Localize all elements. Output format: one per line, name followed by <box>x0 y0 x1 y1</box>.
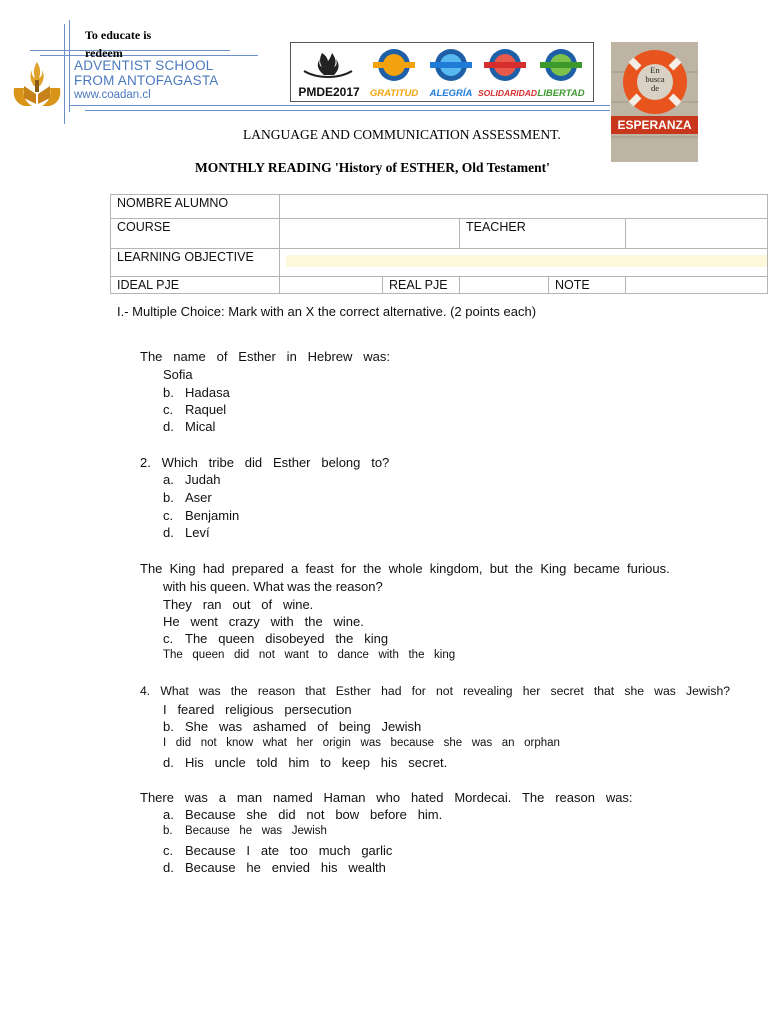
option-letter: a. <box>163 807 174 822</box>
option-text: Because I ate too much garlic <box>185 843 393 858</box>
option-letter: d. <box>163 525 174 540</box>
gratitud-label: GRATITUD <box>369 88 419 99</box>
solidaridad-badge-icon <box>478 47 538 99</box>
option-text: Because he was Jewish <box>185 825 327 837</box>
teacher-label: TEACHER <box>460 219 626 249</box>
question-3-continued: with his queen. What was the reason? <box>163 579 383 594</box>
question-2-option-b[interactable] <box>163 490 212 505</box>
student-info-table <box>110 194 768 294</box>
option-text: She was ashamed of being Jewish <box>185 719 422 734</box>
section-instruction: I.- Multiple Choice: Mark with an X the correct alternative. (2 points each) <box>117 304 537 319</box>
question-3-option-a[interactable] <box>163 597 313 612</box>
question-1-option-b[interactable] <box>163 385 230 400</box>
course-label: COURSE <box>111 219 280 249</box>
learning-objective-label: LEARNING OBJECTIVE <box>111 249 280 277</box>
option-text: I did not know what her origin was because she was an orphan <box>163 737 560 749</box>
question-2: 2. Which tribe did Esther belong to? <box>140 455 390 470</box>
option-letter: c. <box>163 402 174 417</box>
option-text: Benjamin <box>185 508 240 523</box>
book-cover-image <box>611 42 698 162</box>
question-4-option-b[interactable] <box>163 719 421 734</box>
ideal-score-field[interactable] <box>280 277 383 294</box>
gratitud-badge-icon <box>367 47 421 99</box>
student-name-label: NOMBRE ALUMNO <box>111 195 280 219</box>
header-vertical-line <box>64 24 65 124</box>
question-4-option-a[interactable] <box>163 702 352 717</box>
course-field[interactable] <box>280 219 460 249</box>
school-name-line2: FROM ANTOFAGASTA <box>74 73 219 88</box>
question-5-option-b[interactable] <box>163 825 327 837</box>
assessment-title: LANGUAGE AND COMMUNICATION ASSESSMENT. <box>243 127 561 142</box>
option-text: Mical <box>185 419 216 434</box>
option-letter: d. <box>163 755 174 770</box>
libertad-label: LIBERTAD <box>537 88 585 99</box>
question-1-option-d[interactable] <box>163 419 215 434</box>
header-vertical-line-2 <box>69 20 70 112</box>
adventist-logo-icon <box>10 58 64 110</box>
option-letter: b. <box>163 719 174 734</box>
question-3: The King had prepared a feast for the whole kingdom, but the King became furious. <box>140 561 670 576</box>
option-text: Raquel <box>185 402 227 417</box>
header-line-3 <box>70 105 610 106</box>
book-top-text: En busca de <box>645 65 665 93</box>
question-5-option-c[interactable] <box>163 843 392 858</box>
school-name-line1: ADVENTIST SCHOOL <box>74 58 214 73</box>
option-letter: b. <box>163 385 174 400</box>
student-name-field[interactable] <box>280 195 768 219</box>
note-field[interactable] <box>626 277 768 294</box>
option-letter: c. <box>163 631 174 646</box>
option-letter: d. <box>163 860 174 875</box>
option-text: Judah <box>185 472 221 487</box>
question-2-option-c[interactable] <box>163 508 239 523</box>
header-line-4 <box>85 110 610 111</box>
option-text: Aser <box>185 490 212 505</box>
option-letter: b. <box>163 825 173 837</box>
option-text: The queen disobeyed the king <box>185 631 389 646</box>
question-3-option-c[interactable] <box>163 631 388 646</box>
learning-objective-field[interactable] <box>280 249 768 277</box>
question-2-option-d[interactable] <box>163 525 210 540</box>
question-1-option-a[interactable] <box>163 367 193 382</box>
option-text: Leví <box>185 525 210 540</box>
note-label: NOTE <box>549 277 626 294</box>
option-text: I feared religious persecution <box>163 702 352 717</box>
school-motto: To educate is redeem <box>85 28 152 60</box>
reading-title: MONTHLY READING 'History of ESTHER, Old Testament' <box>195 160 550 175</box>
question-5: There was a man named Haman who hated Mordecai. The reason was: <box>140 790 633 805</box>
question-1-option-c[interactable] <box>163 402 226 417</box>
alegria-badge-icon <box>424 47 478 99</box>
option-letter: c. <box>163 508 174 523</box>
question-4-option-d[interactable] <box>163 755 447 770</box>
option-text: Because she did not bow before him. <box>185 807 443 822</box>
option-letter: d. <box>163 419 174 434</box>
question-3-option-b[interactable] <box>163 614 364 629</box>
option-text: Sofia <box>163 367 193 382</box>
book-title: ESPERANZA <box>617 118 692 132</box>
option-text: The queen did not want to dance with the king <box>163 649 456 661</box>
option-text: He went crazy with the wine. <box>163 614 364 629</box>
option-text: They ran out of wine. <box>163 597 314 612</box>
teacher-field[interactable] <box>626 219 768 249</box>
question-4-option-c[interactable] <box>163 737 560 749</box>
option-letter: c. <box>163 843 174 858</box>
question-4: 4. What was the reason that Esther had for not revealing her secret that she was Jewish? <box>140 684 731 698</box>
real-score-field[interactable] <box>460 277 549 294</box>
option-text: Hadasa <box>185 385 230 400</box>
option-text: Because he envied his wealth <box>185 860 386 875</box>
solidaridad-label: SOLIDARIDAD <box>478 88 538 98</box>
option-text: His uncle told him to keep his secret. <box>185 755 448 770</box>
school-website-link[interactable]: www.coadan.cl <box>74 89 151 101</box>
real-score-label: REAL PJE <box>383 277 460 294</box>
values-logo-strip <box>290 42 594 102</box>
option-letter: b. <box>163 490 174 505</box>
alegria-label: ALEGRÍA <box>429 88 473 99</box>
question-3-option-d[interactable] <box>163 649 455 661</box>
ideal-score-label: IDEAL PJE <box>111 277 280 294</box>
question-5-option-d[interactable] <box>163 860 386 875</box>
question-1: The name of Esther in Hebrew was: <box>140 349 390 364</box>
question-2-option-a[interactable] <box>163 472 220 487</box>
libertad-badge-icon <box>534 47 588 99</box>
question-5-option-a[interactable] <box>163 807 442 822</box>
option-letter: a. <box>163 472 174 487</box>
pmde-logo-icon <box>294 47 364 97</box>
pmde-label: PMDE2017 <box>298 85 360 99</box>
